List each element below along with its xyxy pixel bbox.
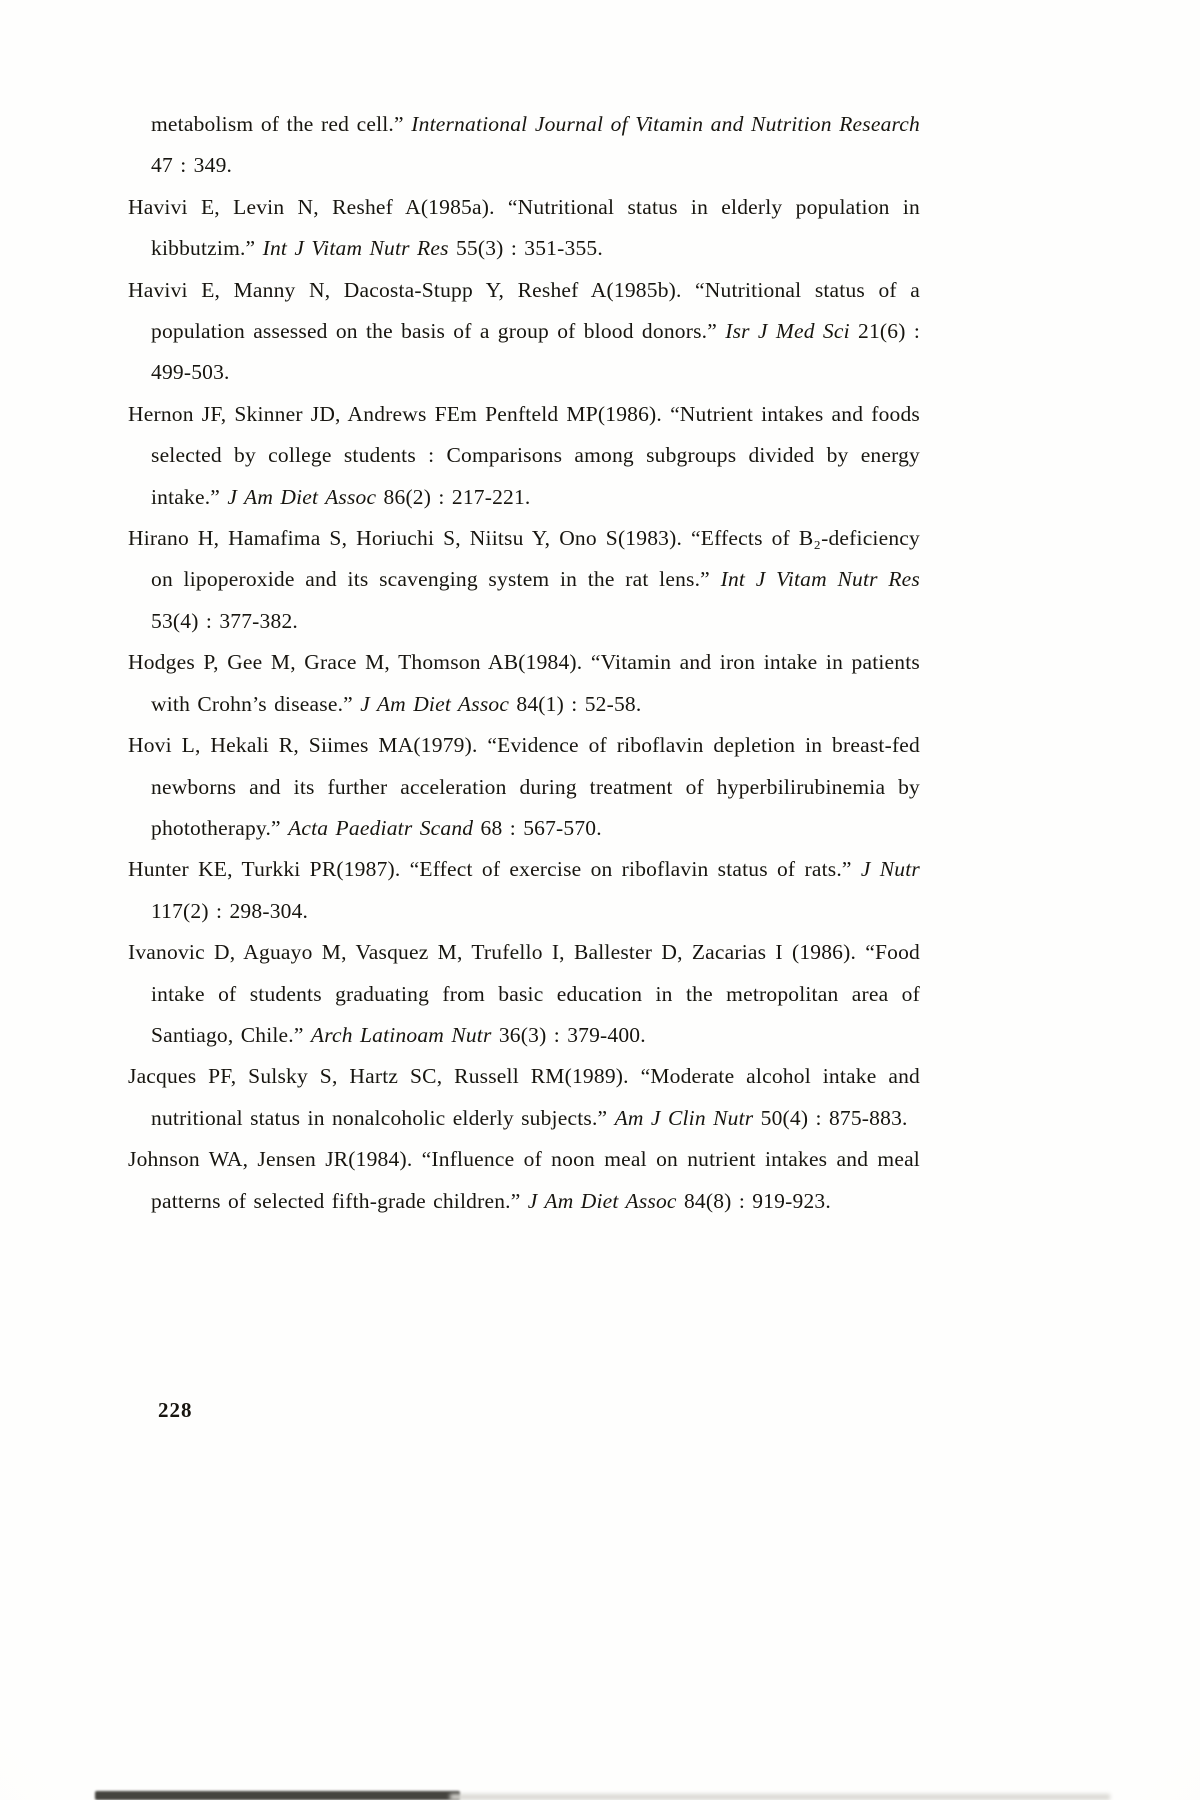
reference-entry [128,932,920,1056]
journal-name: Arch Latinoam Nutr [310,1022,492,1047]
reference-text: Hodges P, Gee M, Grace M, Thomson AB(1984). “Vitamin and iron intake in patients with Crohn’s disease.” [128,650,920,716]
scan-artifact-light-edge [450,1794,1110,1800]
journal-name: Isr J Med Sci [725,319,850,344]
journal-name: J Am Diet Assoc [360,691,510,716]
reference-entry [128,1056,920,1139]
reference-entry [128,642,920,725]
reference-text: metabolism of the red cell.” [151,112,412,136]
reference-entry [128,187,920,270]
reference-text: Havivi E, Manny N, Dacosta-Stupp Y, Reshef A(1985b). “Nutritional status of a population assessed on the basis of a group of blood donors.” [128,277,920,344]
reference-citation: 117(2) : 298-304. [151,898,309,923]
reference-citation: 86(2) : 217-221. [376,484,531,509]
reference-text: Hovi L, Hekali R, Siimes MA(1979). “Evidence of riboflavin depletion in breast-fed newborns and its further acceleration during treatment of hyperbilirubinemia by phototherapy.” [128,733,920,840]
reference-citation: 53(4) : 377-382. [151,608,298,633]
reference-citation: 47 : 349. [151,153,233,178]
reference-citation: 50(4) : 875-883. [753,1105,908,1130]
scan-artifact-dark-edge [95,1791,460,1800]
reference-citation: 55(3) : 351-355. [448,236,603,261]
journal-name: J Nutr [860,857,920,882]
reference-entry [128,518,920,642]
reference-text: Hirano H, Hamafima S, Horiuchi S, Niitsu Y, Ono S(1983). “Effects of B₂-deficiency on lipoperoxide and its scavenging system in the rat lens.” [128,526,920,592]
reference-text: Havivi E, Levin N, Reshef A(1985a). “Nutritional status in elderly population in kibbutzim.” [128,194,920,261]
journal-name: J Am Diet Assoc [227,484,377,509]
reference-citation: 36(3) : 379-400. [491,1022,646,1047]
reference-entry [128,270,920,394]
journal-name: International Journal of Vitamin and Nutrition Research [411,112,920,136]
journal-name: Am J Clin Nutr [614,1105,754,1130]
journal-name: Acta Paediatr Scand [288,815,474,840]
reference-entry [128,104,920,187]
reference-text: Jacques PF, Sulsky S, Hartz SC, Russell RM(1989). “Moderate alcohol intake and nutritional status in nonalcoholic elderly subjects.” [128,1064,920,1130]
reference-entry [128,394,920,518]
reference-text: Ivanovic D, Aguayo M, Vasquez M, Trufello I, Ballester D, Zacarias I (1986). “Food intake of students graduating from basic education in the metropolitan area of Santiago, Chile.” [128,940,920,1047]
journal-name: Int J Vitam Nutr Res [262,236,449,261]
reference-citation: 21(6) : 499-503. [151,319,920,385]
reference-citation: 84(8) : 919-923. [676,1188,831,1213]
page-number: 228 [158,1398,193,1422]
reference-citation: 68 : 567-570. [473,815,602,840]
reference-text: Hunter KE, Turkki PR(1987). “Effect of exercise on riboflavin status of rats.” [128,857,861,882]
journal-name: J Am Diet Assoc [527,1188,677,1213]
references-list [128,104,920,1222]
reference-entry [128,849,920,932]
reference-entry [128,725,920,849]
reference-text: Hernon JF, Skinner JD, Andrews FEm Penfteld MP(1986). “Nutrient intakes and foods selected by college students : Comparisons among subgroups divided by energy intake.” [128,401,920,509]
reference-citation: 84(1) : 52-58. [509,691,642,716]
reference-text: Johnson WA, Jensen JR(1984). “Influence of noon meal on nutrient intakes and meal patterns of selected fifth-grade children.” [128,1147,920,1213]
reference-entry [128,1139,920,1222]
journal-name: Int J Vitam Nutr Res [720,567,920,592]
